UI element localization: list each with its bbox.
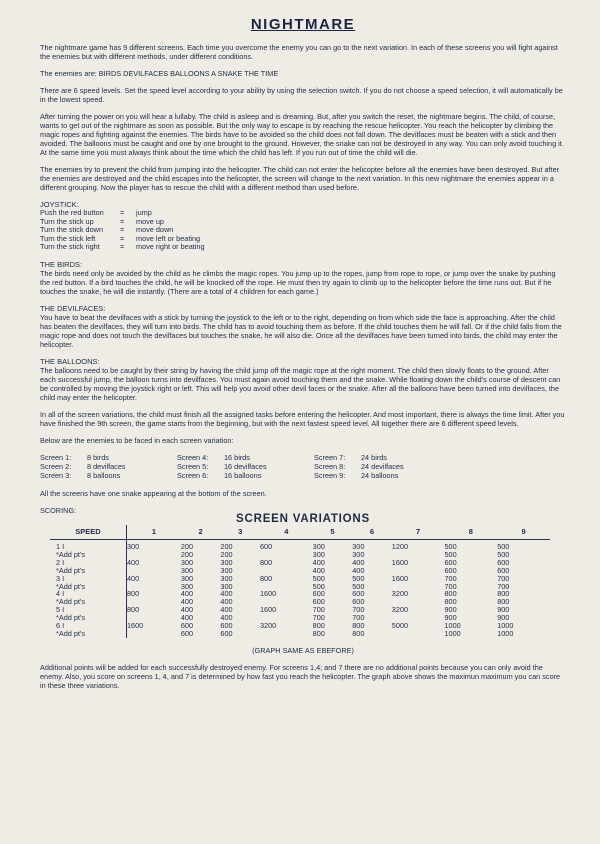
score-cell: 1600 bbox=[391, 573, 409, 583]
enemies-paragraph: The enemies try to prevent the child from jumping into the helicopter. The child can not enter the helicopter before all the enemies have been destroyed. But after the enemies are destroyed and the child escapes into the helicopter, the screen will change to the next variation. In this new nightmare the enemies appear in a different grouping. Now the player has to rescue the child with a different method than used before. bbox=[40, 165, 560, 192]
birds-paragraph: The birds need only be avoided by the child as he climbs the magic ropes. You jump up to the ropes, jump from rope to rope, or jump over the snake by pushing the red button. If a bird touches the child, he will be knocked off the rope. He must then try again to climb up to the helicopter before the time runs out. But if he touches the snake, he will die instantly. (There are a total of 4 children for each game.) bbox=[40, 268, 556, 296]
score-cell: 1000 bbox=[444, 628, 461, 638]
table-row bbox=[50, 614, 550, 622]
column-header: 2 bbox=[181, 525, 221, 540]
score-cell: 400 bbox=[312, 565, 325, 575]
score-cell: 400 bbox=[352, 565, 365, 575]
score-cell: 300 bbox=[127, 541, 140, 551]
score-cell: 700 bbox=[444, 573, 457, 583]
score-cell: 300 bbox=[352, 549, 365, 559]
joystick-row: Turn the stick up = move up bbox=[40, 216, 164, 226]
column-header: 6 bbox=[352, 525, 392, 540]
score-cell: 300 bbox=[312, 549, 325, 559]
score-cell: 200 bbox=[220, 541, 233, 551]
speed-cell: *Add pt's bbox=[50, 567, 127, 575]
scoring-label: SCORING: bbox=[40, 505, 77, 515]
score-cell: 500 bbox=[497, 549, 510, 559]
score-cell: 400 bbox=[127, 557, 140, 567]
document-title: NIGHTMARE bbox=[250, 16, 356, 33]
table-row bbox=[50, 590, 550, 598]
score-cell: 600 bbox=[259, 541, 273, 551]
score-cell: 600 bbox=[497, 557, 510, 567]
score-cell: 300 bbox=[180, 573, 194, 583]
score-cell: 800 bbox=[312, 621, 325, 631]
score-cell: 800 bbox=[312, 628, 325, 638]
score-cell: 200 bbox=[220, 549, 233, 559]
score-cell: 700 bbox=[497, 573, 510, 583]
score-cell: 800 bbox=[497, 597, 510, 607]
score-cell bbox=[392, 630, 445, 638]
score-cell: 800 bbox=[352, 628, 365, 638]
score-cell: 300 bbox=[220, 565, 233, 575]
joystick-row: Turn the stick right = move right or beating bbox=[40, 242, 205, 252]
score-cell: 500 bbox=[352, 581, 365, 591]
score-cell: 1600 bbox=[259, 589, 277, 599]
speed-cell: 2 I bbox=[50, 559, 127, 567]
score-cell: 800 bbox=[127, 605, 140, 615]
screen-row: Screen 9: 24 balloons bbox=[314, 470, 399, 480]
speed-cell: 6 I bbox=[50, 622, 127, 630]
score-cell: 700 bbox=[352, 613, 365, 623]
score-cell: 3200 bbox=[259, 621, 277, 631]
speed-cell: 4 I bbox=[50, 590, 127, 598]
speed-cell: 1 I bbox=[50, 539, 127, 550]
score-cell: 200 bbox=[180, 541, 194, 551]
screen-enemy-list bbox=[40, 453, 566, 480]
score-cell: 1600 bbox=[391, 557, 409, 567]
screen-row: Screen 5: 16 devilfaces bbox=[177, 461, 267, 471]
snake-line: All the screens have one snake appearing at the bottom of the screen. bbox=[40, 488, 267, 498]
score-cell: 800 bbox=[127, 589, 140, 599]
score-cell: 700 bbox=[497, 581, 510, 591]
score-cell: 700 bbox=[444, 581, 457, 591]
score-cell: 5000 bbox=[391, 621, 409, 631]
screen-variations-title: SCREEN VARIATIONS bbox=[236, 512, 370, 525]
speed-cell: 3 I bbox=[50, 575, 127, 583]
score-cell: 400 bbox=[352, 557, 365, 567]
score-cell: 300 bbox=[352, 541, 365, 551]
score-cell: 1600 bbox=[127, 621, 144, 631]
score-cell: 600 bbox=[352, 597, 365, 607]
score-cell: 800 bbox=[259, 573, 273, 583]
score-cell: 500 bbox=[497, 541, 510, 551]
screen-column bbox=[40, 453, 177, 480]
score-cell: 400 bbox=[180, 589, 194, 599]
joystick-list bbox=[40, 209, 566, 252]
score-cell: 600 bbox=[220, 628, 233, 638]
screen-row: Screen 3: 8 balloons bbox=[40, 470, 121, 480]
devilfaces-heading: THE DEVILFACES: bbox=[40, 303, 106, 313]
screen-row: Screen 8: 24 devilfaces bbox=[314, 461, 404, 471]
score-cell: 600 bbox=[352, 589, 365, 599]
score-cell: 400 bbox=[180, 597, 194, 607]
joystick-heading: JOYSTICK: bbox=[40, 200, 79, 209]
score-cell: 400 bbox=[180, 605, 194, 615]
variations-paragraph: In all of the screen variations, the child must finish all the assigned tasks before entering the helicopter. And most important, there is always the time limit. After you have finished the 9th screen, the game starts from the beginning, but with the next fastest speed level. All together there are 6 different speed levels. bbox=[40, 409, 565, 428]
table-header-row bbox=[50, 525, 550, 540]
score-cell: 300 bbox=[180, 565, 194, 575]
score-cell: 600 bbox=[180, 621, 194, 631]
score-cell: 1000 bbox=[497, 628, 514, 638]
score-cell: 3200 bbox=[391, 605, 409, 615]
screen-row: Screen 4: 16 birds bbox=[177, 452, 250, 462]
speed-header: SPEED bbox=[50, 525, 127, 540]
screen-row: Screen 2: 8 devilfaces bbox=[40, 461, 126, 471]
table-row bbox=[50, 606, 550, 614]
score-cell: 500 bbox=[444, 549, 457, 559]
score-cell: 400 bbox=[220, 597, 233, 607]
table-row bbox=[50, 575, 550, 583]
enemies-line: The enemies are: BIRDS DEVILFACES BALLOONS A SNAKE THE TIME bbox=[40, 69, 279, 78]
column-header: 8 bbox=[444, 525, 497, 540]
score-cell: 1600 bbox=[259, 605, 277, 615]
final-paragraph: Additional points will be added for each successfully destroyed enemy. For screens 1,4; and 7 there are no additional points because you can only avoid the enemy. Also, you score on screens 1, 4, and 7 is determined by how fast you reach the helicopter. The graph above shows the maximun maximum you can score in these three variations. bbox=[40, 662, 561, 690]
score-cell: 600 bbox=[444, 557, 457, 567]
devilfaces-paragraph: You have to beat the devilfaces with a stick by turning the joystick to the left or to the right, depending on from which side the face is approaching. After the child has beaten the devilfaces, they will turn into birds. The child has to avoid touching them as before. If the child touches them he will fall. Or if the child falls from the magic rope and does not touch the devilfaces but touches the snake, he will also die. Once all the devilfaces have been turned into birds, the child may enter the helicopter. bbox=[40, 312, 562, 349]
score-cell: 400 bbox=[127, 573, 140, 583]
table-row bbox=[50, 567, 550, 575]
screen-row: Screen 1: 8 birds bbox=[40, 452, 109, 462]
score-cell: 700 bbox=[312, 605, 325, 615]
score-cell: 500 bbox=[444, 541, 457, 551]
score-cell: 800 bbox=[497, 589, 510, 599]
score-cell: 200 bbox=[180, 549, 194, 559]
score-cell: 600 bbox=[312, 597, 325, 607]
speed-cell: *Add pt's bbox=[50, 583, 127, 591]
speed-cell: 5 I bbox=[50, 606, 127, 614]
screen-column bbox=[177, 453, 314, 480]
score-cell: 300 bbox=[220, 573, 233, 583]
enemies-faced-line: Below are the enemies to be faced in each screen variation: bbox=[40, 435, 234, 445]
column-header: 7 bbox=[392, 525, 445, 540]
score-cell: 700 bbox=[312, 613, 325, 623]
score-table bbox=[50, 525, 550, 638]
score-cell: 700 bbox=[352, 605, 365, 615]
intro-paragraph: The nightmare game has 9 different screens. Each time you overcome the enemy you can go to the next variation. In each of these screens you will fight against the enemies but with different methods, under different conditions. bbox=[40, 43, 558, 61]
score-cell: 500 bbox=[312, 573, 325, 583]
score-cell: 300 bbox=[180, 581, 194, 591]
score-cell: 800 bbox=[444, 589, 457, 599]
score-cell: 300 bbox=[312, 541, 325, 551]
joystick-row: Push the red button = jump bbox=[40, 208, 152, 217]
joystick-row: Turn the stick left = move left or beating bbox=[40, 233, 201, 243]
score-cell: 3200 bbox=[391, 589, 409, 599]
table-row bbox=[50, 622, 550, 630]
column-header: 5 bbox=[313, 525, 353, 540]
speed-cell: *Add pt's bbox=[50, 551, 127, 559]
table-row bbox=[50, 539, 550, 550]
score-cell: 800 bbox=[444, 597, 457, 607]
score-cell: 600 bbox=[220, 621, 233, 631]
score-cell: 300 bbox=[220, 581, 233, 591]
score-cell: 600 bbox=[497, 565, 510, 575]
column-header: 9 bbox=[497, 525, 550, 540]
table-row bbox=[50, 551, 550, 559]
column-header: 1 bbox=[127, 525, 181, 540]
score-cell: 400 bbox=[312, 557, 325, 567]
screen-row: Screen 6: 16 balloons bbox=[177, 470, 262, 480]
score-cell: 900 bbox=[497, 605, 510, 615]
joystick-row: Turn the stick down = move down bbox=[40, 225, 174, 235]
speed-cell: *Add pt's bbox=[50, 598, 127, 606]
score-cell: 500 bbox=[312, 581, 325, 591]
speed-paragraph: There are 6 speed levels. Set the speed level according to your ability by using the selection switch. If you do not choose a speed selection, it will automatically be in the lowest speed. bbox=[40, 86, 563, 104]
score-cell: 900 bbox=[497, 613, 510, 623]
score-cell: 800 bbox=[352, 621, 365, 631]
score-cell: 600 bbox=[444, 565, 457, 575]
score-cell bbox=[260, 630, 313, 638]
birds-heading: THE BIRDS: bbox=[40, 259, 83, 269]
story-paragraph: After turning the power on you will hear a lullaby. The child is asleep and is dreaming. But, after you switch the reset, the nightmare begins. The child, of course, wants to get out of the nightmare as soon as possible. But the only way to escape is by reaching the rescue helicopter. You reach the helicopter by climbing the magic ropes and fighting against the enemies. The birds have to be avoided so the child does not fall down. The devilfaces must be beaten with a stick and then avoided. The balloons must be caught and one by one brought to the ground. However, the snake can not be destroyed in any way. You can only avoid touching it. At the same time you must always think about the time which the child has left. If you run out of time the child will die. bbox=[40, 112, 564, 157]
balloons-heading: THE BALLOONS: bbox=[40, 356, 100, 366]
balloons-paragraph: The balloons need to be caught by their string by having the child jump off the magic rope at the right moment. The child then slowly floats to the ground. After each successful jump, the balloon turns into devilfaces. You must again avoid touching them and the snake. While floating down the child's course of descent can be controlled by moving the joystick right or left. This will help you avoid other devil faces or the snake. After all the balloons have been turned into devilfaces, the child may enter the helicopter. bbox=[40, 365, 561, 402]
score-cell: 400 bbox=[220, 589, 233, 599]
score-cell: 300 bbox=[180, 557, 194, 567]
graph-note: (GRAPH SAME AS EBEFORE) bbox=[252, 645, 354, 655]
score-cell: 600 bbox=[312, 589, 325, 599]
score-cell: 1000 bbox=[444, 621, 461, 631]
score-cell: 800 bbox=[259, 557, 273, 567]
score-cell: 400 bbox=[220, 613, 233, 623]
table-row bbox=[50, 598, 550, 606]
table-row bbox=[50, 559, 550, 567]
column-header: 4 bbox=[260, 525, 313, 540]
speed-cell: *Add pt's bbox=[50, 614, 127, 622]
score-cell: 400 bbox=[180, 613, 194, 623]
table-row bbox=[50, 583, 550, 591]
score-cell: 900 bbox=[444, 613, 457, 623]
score-cell: 500 bbox=[352, 573, 365, 583]
score-cell bbox=[127, 630, 181, 638]
score-cell: 1000 bbox=[497, 621, 514, 631]
screen-column bbox=[314, 453, 404, 480]
score-cell: 400 bbox=[220, 605, 233, 615]
score-cell: 600 bbox=[180, 628, 194, 638]
score-cell: 300 bbox=[220, 557, 233, 567]
score-table-body bbox=[50, 539, 550, 637]
screen-row: Screen 7: 24 birds bbox=[314, 452, 387, 462]
score-cell: 900 bbox=[444, 605, 457, 615]
speed-cell: *Add pt's bbox=[50, 630, 127, 638]
score-cell: 1200 bbox=[391, 541, 409, 551]
column-header: 3 bbox=[220, 525, 260, 540]
table-row bbox=[50, 630, 550, 638]
